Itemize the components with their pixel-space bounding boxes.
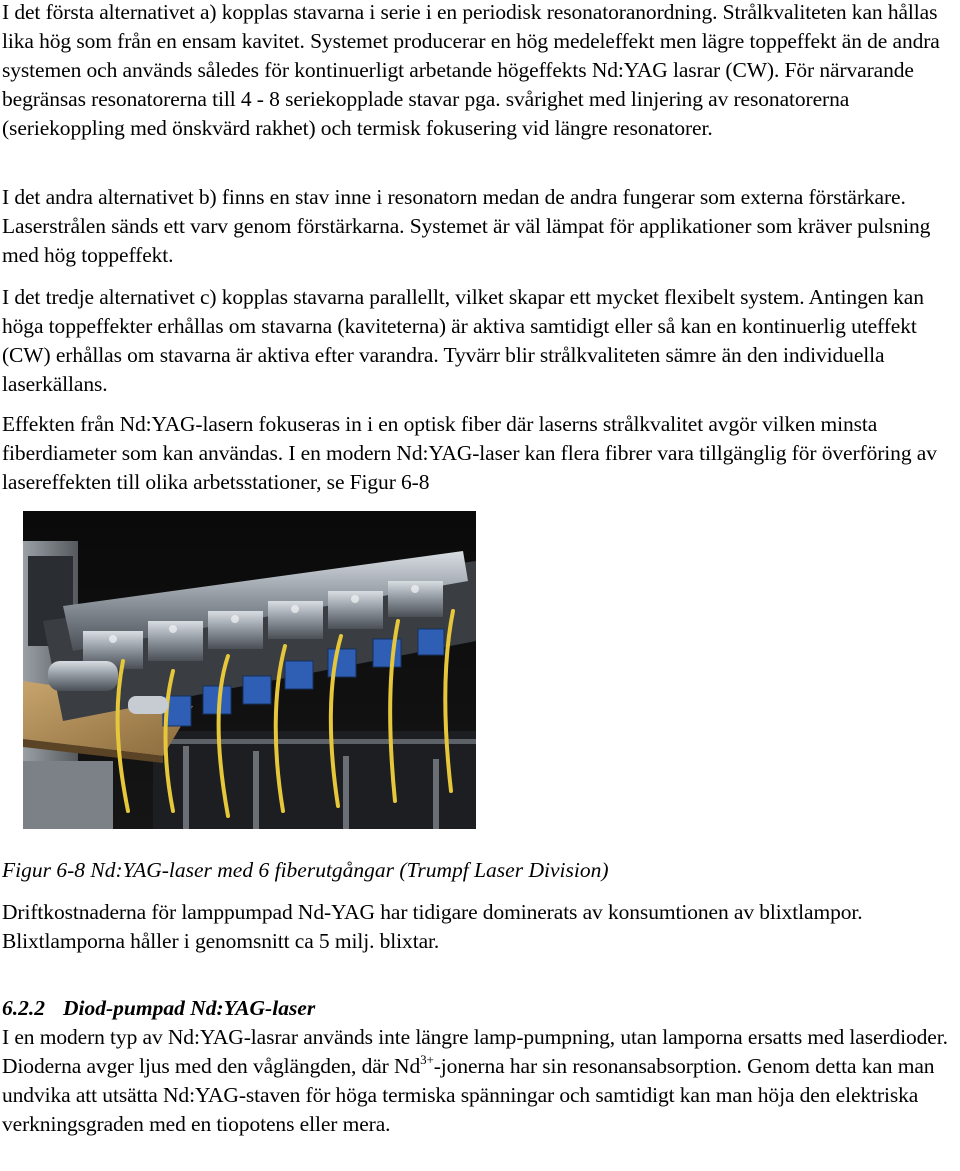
paragraph-operating-costs: Driftkostnaderna för lamppumpad Nd-YAG har tidigare dominerats av konsumtionen av blixtlampor. Blixtlamporna håller i genomsnitt ca 5 milj. blixtar.: [2, 900, 863, 953]
paragraph-parallel-coupling: I det tredje alternativet c) kopplas stavarna parallellt, vilket skapar ett mycket flexibelt system. Antingen kan höga toppeffekter erhållas om stavarna (kaviteterna) är aktiva samtidigt eller så kan en kontinuerlig uteffekt (CW) erhållas om stavarna är aktiva efter varandra. Tyvärr blir strålkvaliteten sämre än den individuella laserkällans.: [2, 285, 924, 396]
section-heading: [2, 994, 315, 1023]
paragraph-diode-pumping: [2, 1023, 958, 1139]
paragraph-diode-pumping-part1: I en modern typ av Nd:YAG-lasrar används inte längre lamp-pumpning, utan lamporna ersatts med laserdioder. Dioderna avger ljus med den våglängden, där Nd: [2, 1025, 948, 1078]
laser-photo-illustration: [23, 511, 476, 829]
figure-caption: Figur 6-8 Nd:YAG-laser med 6 fiberutgångar (Trumpf Laser Division): [2, 858, 609, 882]
figure-laser-photo: [23, 511, 476, 829]
paragraph-diode-pumping-part2: -jonerna har sin resonansabsorption. Genom detta kan man undvika att utsätta Nd:YAG-staven för höga termiska spänningar och samtidigt kan man höja den elektriska verkningsgraden med en tiopotens eller mera.: [2, 1054, 935, 1136]
paragraph-fiber-delivery: Effekten från Nd:YAG-lasern fokuseras in i en optisk fiber där laserns strålkvalitet avgör vilken minsta fiberdiameter som kan användas. I en modern Nd:YAG-laser kan flera fibrer vara tillgänglig för överföring av lasereffekten till olika arbetsstationer, se Figur 6-8: [2, 412, 937, 494]
paragraph-series-coupling: I det första alternativet a) kopplas stavarna i serie i en periodisk resonatoranordning. Strålkvaliteten kan hållas lika hög som från en ensam kavitet. Systemet producerar en hög medeleffekt men lägre toppeffekt än de andra systemen och används således för kontinuerligt arbetande högeffekts Nd:YAG lasrar (CW). För närvarande begränsas resonatorerna till 4 - 8 seriekopplade stavar pga. svårighet med linjering av resonatorerna (seriekoppling med önskvärd rakhet) och termisk fokusering vid längre resonatorer.: [2, 0, 940, 140]
paragraph-amplifier-setup: I det andra alternativet b) finns en stav inne i resonatorn medan de andra fungerar som externa förstärkare. Laserstrålen sänds ett varv genom förstärkarna. Systemet är väl lämpat för applikationer som kräver pulsning med hög toppeffekt.: [2, 185, 931, 267]
section-title: Diod-pumpad Nd:YAG-laser: [63, 996, 316, 1020]
superscript-charge: 3+: [420, 1052, 434, 1067]
section-number: 6.2.2: [2, 996, 45, 1020]
